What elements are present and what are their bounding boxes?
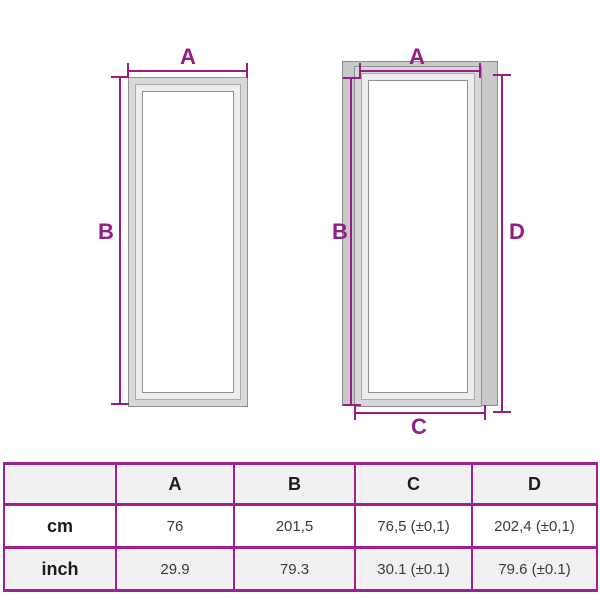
dim-b-right-tick-start bbox=[343, 77, 361, 79]
dim-d-label: D bbox=[509, 219, 525, 244]
cell-cm-c: 76,5 (±0,1) bbox=[355, 505, 472, 548]
dim-b-left-tick-end bbox=[111, 403, 129, 405]
dim-a-right-tick-start bbox=[359, 63, 361, 78]
col-header-c: C bbox=[355, 464, 472, 505]
dim-a-right-tick-end bbox=[479, 63, 481, 78]
cell-inch-c: 30.1 (±0.1) bbox=[355, 548, 472, 591]
dim-c-tick-end bbox=[484, 405, 486, 420]
dim-a-left-label: A bbox=[180, 44, 196, 69]
col-header-d: D bbox=[472, 464, 597, 505]
dim-d-tick-end bbox=[493, 411, 511, 413]
row-label-cm: cm bbox=[4, 505, 116, 548]
table-row-inch bbox=[4, 548, 597, 591]
dimensions-table bbox=[3, 462, 598, 592]
col-header-a: A bbox=[116, 464, 234, 505]
table-row-cm bbox=[4, 505, 597, 548]
cell-cm-a: 76 bbox=[116, 505, 234, 548]
dim-c-tick-start bbox=[354, 405, 356, 420]
cell-inch-a: 29.9 bbox=[116, 548, 234, 591]
table-header-row bbox=[4, 464, 597, 505]
dim-a-right-line bbox=[360, 70, 481, 72]
dim-c-label: C bbox=[411, 414, 427, 439]
dim-a-right-label: A bbox=[409, 44, 425, 69]
dim-a-left-tick-end bbox=[246, 63, 248, 78]
left-frame-outer bbox=[128, 77, 248, 407]
cell-inch-d: 79.6 (±0.1) bbox=[472, 548, 597, 591]
dim-b-right-tick-end bbox=[343, 404, 361, 406]
right-frame-opening bbox=[368, 80, 468, 393]
row-label-inch: inch bbox=[4, 548, 116, 591]
dim-d-tick-start bbox=[493, 74, 511, 76]
col-header-empty bbox=[4, 464, 116, 505]
cell-cm-d: 202,4 (±0,1) bbox=[472, 505, 597, 548]
dim-b-left-tick-start bbox=[111, 76, 129, 78]
col-header-b: B bbox=[234, 464, 355, 505]
dim-a-left-line bbox=[128, 70, 248, 72]
dim-b-left-label: B bbox=[98, 219, 114, 244]
left-frame-opening bbox=[142, 91, 234, 393]
dim-d-line bbox=[501, 75, 503, 413]
cell-inch-b: 79.3 bbox=[234, 548, 355, 591]
cell-cm-b: 201,5 bbox=[234, 505, 355, 548]
dim-b-right-label: B bbox=[332, 219, 348, 244]
right-frame-outer bbox=[354, 66, 482, 407]
